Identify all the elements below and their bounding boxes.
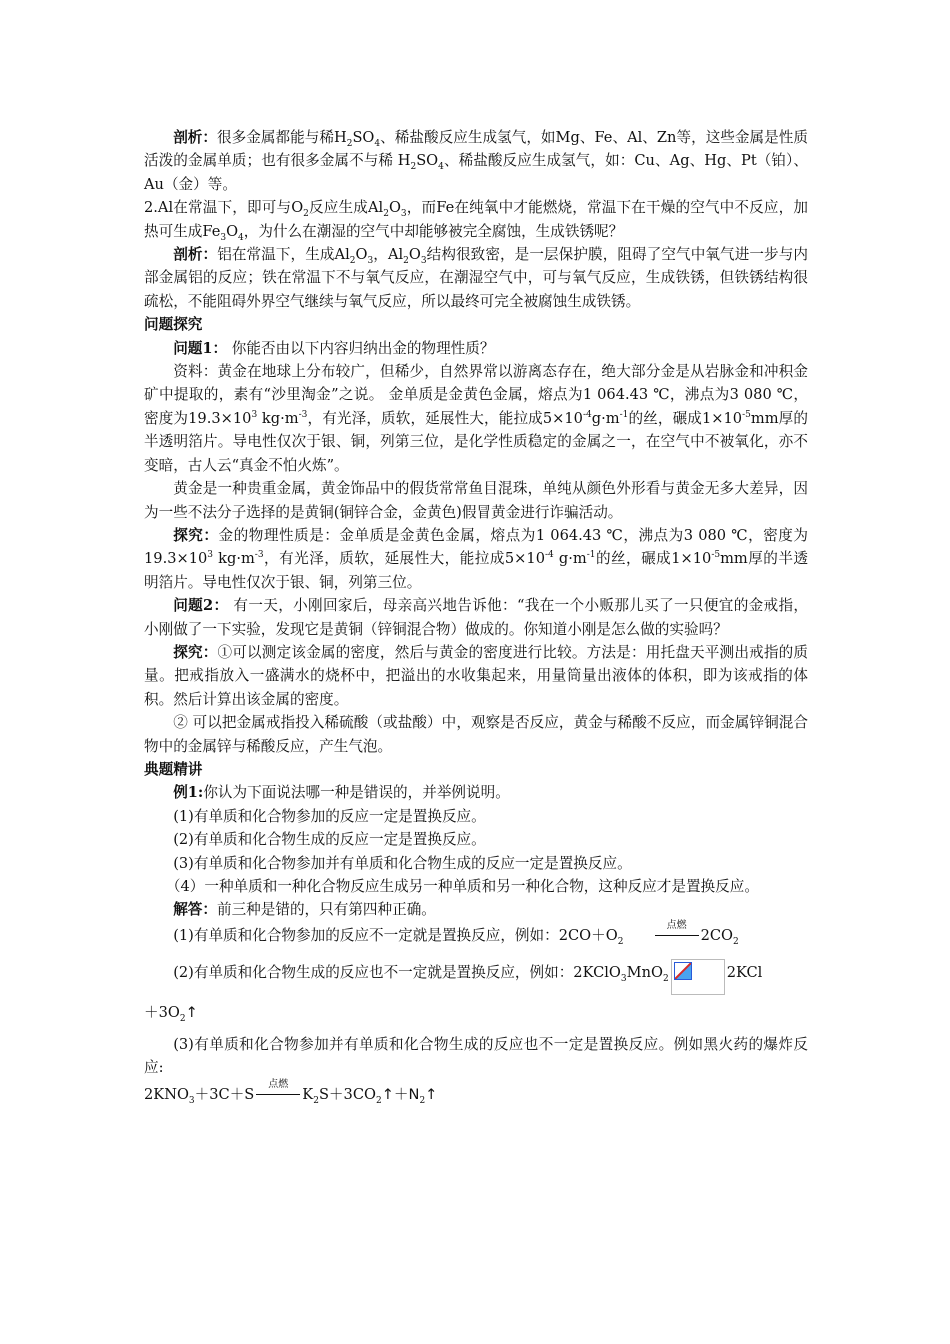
material-paragraph: 资料：黄金在地球上分布较广，但稀少，自然界常以游离态存在，绝大部分金是从岩脉金和冲积金矿中提取的，素有“沙里淘金”之说。 金单质是金黄色金属，熔点为1 064.43 ℃，沸点为3 080 ℃，密度为$19.3\times 10^3$ $kg\cdot m^{-3}$，有光泽，质软，延展性大，能拉成$5\times 10^{-4}g\cdot m^{-1}$的丝，碾成$1\times 10^{-5}mm$厚的半透明箔片。导电性仅次于银、铜，列第三位，是化学性质稳定的金属之一，在空气中不被氧化，亦不变暗，古人云“真金不怕火炼”。: [144, 363, 808, 474]
example-1: 例1:你认为下面说法哪一种是错误的，并举例说明。: [173, 784, 510, 802]
explore-2: 探究：①可以测定该金属的密度，然后与黄金的密度进行比较。方法是：用托盘天平测出戒指的质量。把戒指放入一盛满水的烧杯中，把溢出的水收集起来，用量筒量出液体的体积，即为该戒指的体积。然后计算出该金属的密度。: [144, 643, 808, 708]
catalyst-image-placeholder: [671, 959, 725, 995]
condition-arrow: 点燃: [254, 1083, 302, 1106]
statement-1: (1)有单质和化合物参加的反应一定是置换反应。: [173, 807, 486, 825]
condition-arrow: 点燃: [623, 924, 700, 947]
statement-3: (3)有单质和化合物参加并有单质和化合物生成的反应一定是置换反应。: [173, 854, 632, 872]
gold-paragraph: 黄金是一种贵重金属，黄金饰品中的假货常常鱼目混珠，单纯从颜色外形看与黄金无多大差异，因为一些不法分子选择的是黄铜(铜锌合金，金黄色)假冒黄金进行诈骗活动。: [144, 480, 808, 521]
answer-1: (1)有单质和化合物参加的反应不一定就是置换反应，例如：$2CO+O_2$ 点燃 $2CO_2$: [173, 919, 739, 947]
statement-4: （4）一种单质和一种化合物反应生成另一种单质和另一种化合物，这种反应才是置换反应。: [165, 878, 759, 895]
analysis-1: 剖析：很多金属都能与稀$H_2SO_4$、稀盐酸反应生成氢气，如Mg、Fe、Al、Zn等，这些金属是性质活泼的金属单质；也有很多金属不与稀 $H_2SO_4$、稀盐酸反应生成氢气，如：Cu、Ag、Hg、Pt（铂）、Au（金）等。: [144, 129, 808, 193]
analysis-2: 剖析：铝在常温下，生成$Al_2O_3$，$Al_2O_3$结构很致密，是一层保护膜，阻碍了空气中氧气进一步与内部金属铝的反应；铁在常温下不与氧气反应，在潮湿空气中，可与氧气反应，生成铁锈，但铁锈结构很疏松，不能阻碍外界空气继续与氧气反应，所以最终可完全被腐蚀生成铁锈。: [144, 246, 808, 310]
analysis-label: 剖析：: [173, 129, 218, 146]
problem-2: 问题2： 有一天，小刚回家后，母亲高兴地告诉他：“我在一个小贩那儿买了一只便宜的金戒指，小刚做了一下实验，发现它是黄铜（锌铜混合物）做成的。你知道小刚是怎么做的实验吗？: [144, 597, 809, 638]
section-heading-explore: 问题探究: [144, 316, 203, 334]
explore-2b: ② 可以把金属戒指投入稀硫酸（或盐酸）中，观察是否反应，黄金与稀酸不反应，而金属锌铜混合物中的金属锌与稀酸反应，产生气泡。: [144, 714, 808, 755]
document-page: [144, 126, 808, 1107]
problem-1: 问题1： 你能否由以下内容归纳出金的物理性质？: [173, 339, 495, 357]
explore-1: 探究：金的物理性质是：金单质是金黄色金属，熔点为1 064.43 ℃，沸点为3 080 ℃，密度为$19.3\times 10^3$ $kg\cdot m^{-3}$，有光泽，质软，延展性大，能拉成$5\times 10^{-4}$ $g\cdot m^{-1}$的丝，碾成$1\times 10^{-5}mm$厚的半透明箔片。导电性仅次于银、铜，列第三位。: [144, 526, 808, 591]
broken-image-icon: [674, 962, 692, 980]
question-2: 2.Al在常温下，即可与$O_2$反应生成$Al_2O_3$，而Fe在纯氧中才能燃烧，常温下在干燥的空气中不反应，加热可生成$Fe_3O_4$，为什么在潮湿的空气中却能够被完全腐蚀，生成铁锈呢？: [144, 199, 808, 243]
statement-2: (2)有单质和化合物生成的反应一定是置换反应。: [173, 831, 486, 849]
equation-gunpowder: $2KNO_3+3C+S$ 点燃 $K_2S+3CO_2↑+N_2↑$: [144, 1079, 438, 1107]
answer-2-tail: $+3O_2↑$: [144, 1004, 198, 1025]
answer: 解答：前三种是错的，只有第四种正确。: [173, 901, 436, 919]
answer-3: (3)有单质和化合物参加并有单质和化合物生成的反应也不一定是置换反应。例如黑火药的爆炸反应:: [144, 1035, 808, 1077]
section-heading-example: 典题精讲: [144, 760, 203, 778]
analysis-label: 剖析：: [173, 246, 218, 264]
answer-2: (2)有单质和化合物生成的反应也不一定就是置换反应，例如：2KClO$_3$MnO$_2$ 2KCl: [144, 955, 808, 991]
